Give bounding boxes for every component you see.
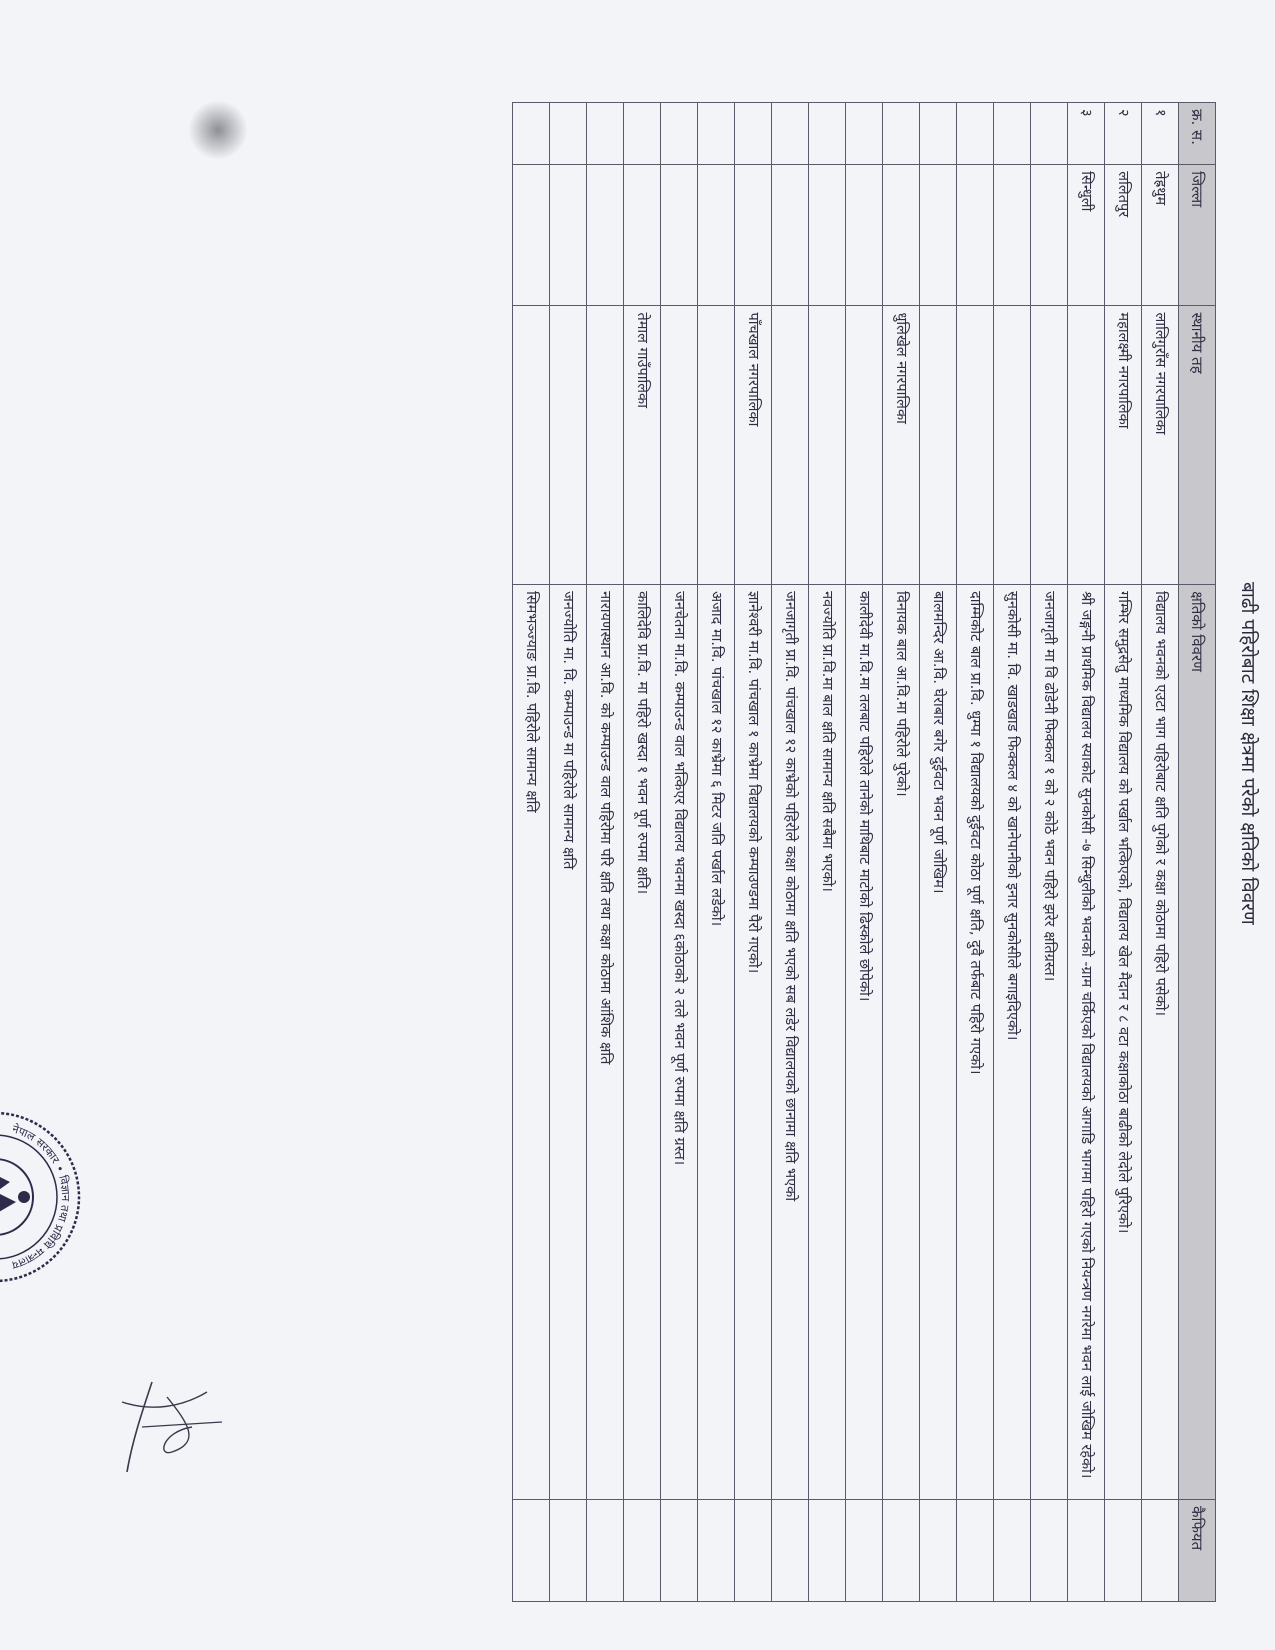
cell-description: सिमभञ्ज्याङ प्रा.वि. पहिरोले सामान्य क्षति (513, 585, 550, 1500)
cell-description: कालीदेवी मा.वि.मा तलबाट पहिरोले तानेको माथिबाट माटोको ढिस्कोले छोपेको। (846, 585, 883, 1500)
cell-remarks (883, 1499, 920, 1601)
cell-district (772, 165, 809, 306)
cell-local-level (994, 306, 1031, 585)
table-row (809, 103, 846, 1602)
cell-description: विनायक बाल आ.वि.मा पहिरोले पुरेको। (883, 585, 920, 1500)
cell-remarks (846, 1499, 883, 1601)
cell-serial-number: १ (1142, 103, 1179, 165)
cell-district: ललितपुर (1105, 165, 1142, 306)
cell-local-level (920, 306, 957, 585)
cell-district (920, 165, 957, 306)
cell-district: तेह्रथुम (1142, 165, 1179, 306)
cell-description: जनजागृती प्रा.वि. पांचखाल १२ काभ्रेको पहिरोले कक्षा कोठामा क्षति भएको सब लडेर विद्यालयको छानामा क्षति भएको (772, 585, 809, 1500)
cell-local-level (698, 306, 735, 585)
cell-serial-number (772, 103, 809, 165)
cell-description: ज्ञानेश्वरी मा.वि. पांचखाल १ काभ्रेमा विद्यालयको कम्पाउण्डमा पैरो गएको। (735, 585, 772, 1500)
cell-local-level: धुलिखेल नगरपालिका (883, 306, 920, 585)
ministry-seal (0, 1110, 82, 1285)
cell-remarks (772, 1499, 809, 1601)
cell-description: गम्भिर समुद्रसेतु माध्यमिक विद्यालय को पर्खाल भत्किएको, विद्यालय खेल मैदान र ८ वटा कक्षाकोठा बाढीको लेदोले पुरिएको। (1105, 585, 1142, 1500)
header-description: क्षतिको विवरण (1179, 585, 1216, 1500)
table-row (661, 103, 698, 1602)
rotated-document (10, 102, 1262, 1602)
cell-district (1031, 165, 1068, 306)
cell-local-level: महालक्ष्मी नगरपालिका (1105, 306, 1142, 585)
cell-local-level (957, 306, 994, 585)
damage-table (512, 102, 1216, 1602)
cell-remarks (1105, 1499, 1142, 1601)
cell-district (994, 165, 1031, 306)
cell-description: नवज्योति प्रा.वि.मा बाल क्षति सामान्य क्षति सबैमा भएको। (809, 585, 846, 1500)
cell-district (809, 165, 846, 306)
cell-local-level: लालिगुराँस नगरपालिका (1142, 306, 1179, 585)
cell-serial-number (735, 103, 772, 165)
cell-remarks (1068, 1499, 1105, 1601)
table-row (846, 103, 883, 1602)
cell-description: अजाद मा.वि. पांचखाल १२ काभ्रेमा ६ मिटर जति पर्खाल लडेको। (698, 585, 735, 1500)
table-row (698, 103, 735, 1602)
cell-district (624, 165, 661, 306)
cell-remarks (1142, 1499, 1179, 1601)
cell-description: बालमन्दिर आ.वि. घेराबार बगेर दुईवटा भवन पूर्ण जोखिम। (920, 585, 957, 1500)
document-title: बाढी पहिरोबाट शिक्षा क्षेत्रमा परेको क्षतिको विवरण (1237, 582, 1259, 925)
cell-local-level (809, 306, 846, 585)
header-serial-number: क्र. स. (1179, 103, 1216, 165)
cell-local-level (661, 306, 698, 585)
cell-serial-number (957, 103, 994, 165)
cell-remarks (920, 1499, 957, 1601)
cell-serial-number (809, 103, 846, 165)
cell-local-level (587, 306, 624, 585)
cell-remarks (1031, 1499, 1068, 1601)
table-row (1068, 103, 1105, 1602)
table-row (1105, 103, 1142, 1602)
cell-remarks (957, 1499, 994, 1601)
cell-remarks (698, 1499, 735, 1601)
cell-district (883, 165, 920, 306)
table-row (772, 103, 809, 1602)
cell-local-level (1031, 306, 1068, 585)
table-row (994, 103, 1031, 1602)
cell-district: सिन्धुली (1068, 165, 1105, 306)
table-row (1142, 103, 1179, 1602)
cell-district (698, 165, 735, 306)
cell-serial-number (624, 103, 661, 165)
cell-district (846, 165, 883, 306)
table-row (587, 103, 624, 1602)
cell-serial-number (698, 103, 735, 165)
table-row (550, 103, 587, 1602)
cell-description: जनजागृती मा वि ढोडेनी फिक्कल १ को २ कोठे भवन पहिरो झरेर क्षतिग्रस्त। (1031, 585, 1068, 1500)
svg-text:नेपाल सरकार • विज्ञान तथा प्रव: नेपाल सरकार • विज्ञान तथा प्रविधि मन्त्रालय (10, 1122, 73, 1272)
cell-serial-number: ३ (1068, 103, 1105, 165)
cell-remarks (661, 1499, 698, 1601)
header-local-level: स्थानीय तह (1179, 306, 1216, 585)
cell-description: जनचेतना मा.वि. कम्पाउन्ड वाल भत्किएर विद्यालय भवनमा खस्दा ६कोठाको २ तले भवन पूर्ण रुपमा क्षति ग्रस्त। (661, 585, 698, 1500)
cell-local-level (1068, 306, 1105, 585)
cell-local-level (513, 306, 550, 585)
table-body (513, 103, 1179, 1602)
cell-serial-number (587, 103, 624, 165)
table-row (513, 103, 550, 1602)
cell-remarks (587, 1499, 624, 1601)
table-row (624, 103, 661, 1602)
table-row (883, 103, 920, 1602)
cell-serial-number (994, 103, 1031, 165)
cell-local-level (846, 306, 883, 585)
table-header-row (1179, 103, 1216, 1602)
cell-serial-number (550, 103, 587, 165)
cell-serial-number (661, 103, 698, 165)
cell-serial-number: २ (1105, 103, 1142, 165)
cell-description: सुनकोसी मा. वि. खाडखाड फिक्कल ४ को खानेपानीको इनार सुनकोसीले बगाइदिएको। (994, 585, 1031, 1500)
cell-district (957, 165, 994, 306)
cell-description: विद्यालय भवनको एउटा भाग पहिरोबाट क्षति पुगेको र कक्षा कोठामा पहिरो पसेको। (1142, 585, 1179, 1500)
cell-remarks (624, 1499, 661, 1601)
table-row (735, 103, 772, 1602)
cell-local-level: पाँचखाल नगरपालिका (735, 306, 772, 585)
cell-description: जनज्योति मा. वि. कम्पाउन्ड मा पहिरोले सामान्य क्षति (550, 585, 587, 1500)
cell-local-level: तेमाल गाउँपालिका (624, 306, 661, 585)
cell-serial-number (920, 103, 957, 165)
cell-district (550, 165, 587, 306)
cell-serial-number (513, 103, 550, 165)
table-row (920, 103, 957, 1602)
cell-description: नारायणस्थान आ.वि. को कम्पाउन्ड वाल पहिरोमा परि क्षति तथा कक्षा कोठामा आंशिक क्षति (587, 585, 624, 1500)
table-row (1031, 103, 1068, 1602)
cell-district (513, 165, 550, 306)
cell-district (661, 165, 698, 306)
cell-serial-number (1031, 103, 1068, 165)
table-row (957, 103, 994, 1602)
handwritten-signature (112, 1372, 232, 1482)
cell-description: कालिदेवि प्रा.वि. मा पहिरो खस्दा १ भवन पूर्ण रुपमा क्षति। (624, 585, 661, 1500)
cell-remarks (809, 1499, 846, 1601)
cell-remarks (550, 1499, 587, 1601)
cell-district (587, 165, 624, 306)
cell-remarks (994, 1499, 1031, 1601)
cell-description: श्री जङ्गनी प्राथमिक विद्यालय स्याकोट सुनकोसी -७ सिन्धुलीको भवनको -ग्राम चर्किएको विद्यालयको आगाडि भागमा पहिरो गएको नियन्त्रण नगरेमा भवन लाई जोखिम रहेको। (1068, 585, 1105, 1500)
cell-local-level (772, 306, 809, 585)
header-remarks: कैफियत (1179, 1499, 1216, 1601)
cell-description: दाम्मिकोट बाल प्रा.वि. धुम्पा १ विद्यालयको दुईवटा कोठा पूर्ण क्षति, दुवै तर्फबाट पहिरो गएको। (957, 585, 994, 1500)
cell-district (735, 165, 772, 306)
cell-serial-number (846, 103, 883, 165)
header-district: जिल्ला (1179, 165, 1216, 306)
cell-remarks (735, 1499, 772, 1601)
cell-serial-number (883, 103, 920, 165)
cell-remarks (513, 1499, 550, 1601)
cell-local-level (550, 306, 587, 585)
